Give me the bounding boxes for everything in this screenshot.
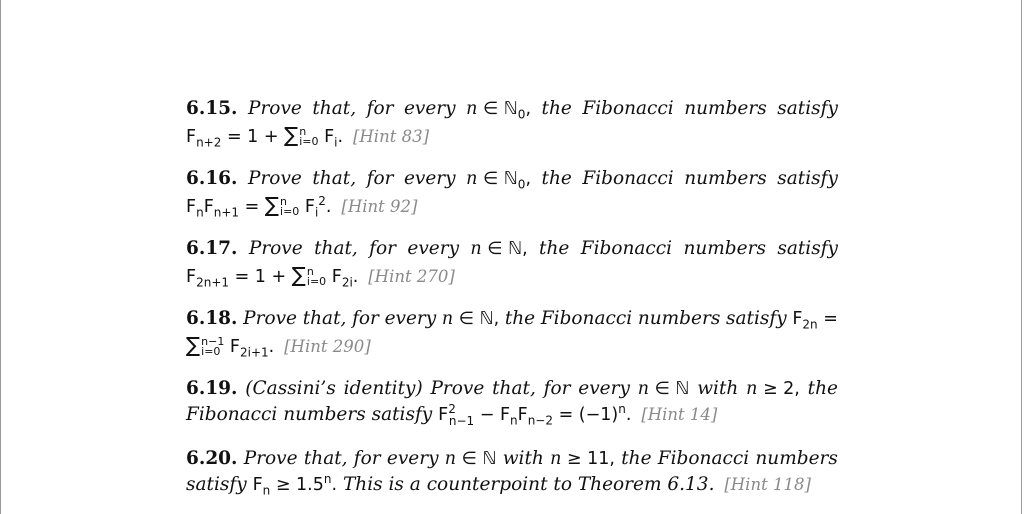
- math-n-ge-11: n ≥ 11,: [550, 449, 615, 469]
- problem-statement-line: [186, 166, 838, 192]
- problem-6-19: [186, 376, 838, 428]
- math-n-in-N: n ∈ ℕ: [444, 449, 497, 469]
- word: Fibonacci: [580, 238, 673, 259]
- problem-6-16: [186, 166, 838, 220]
- problem-6-20: [186, 446, 838, 498]
- problem-number: 6.16.: [186, 168, 238, 189]
- word: numbers: [683, 238, 766, 259]
- problem-number: 6.15.: [186, 98, 238, 119]
- word: every: [407, 238, 460, 259]
- problem-statement-line: [186, 236, 838, 262]
- formula: $F^2_{n-1} - F_nF_{n-2} = (-1)^n$.: [438, 402, 632, 428]
- math-n-in-N0: n ∈ ℕ$_0$,: [466, 169, 532, 192]
- problem-formula-line: [186, 332, 838, 360]
- formula: $F_{2n+1} = 1$ + ∑ n i=0 $F_{2i}$.: [186, 263, 359, 290]
- problem-formula-line: [186, 122, 838, 150]
- formula: $F_nF_{n+1}$ = ∑ n i=0 $F_i^2$.: [186, 193, 332, 220]
- word: for: [366, 168, 394, 189]
- word: numbers: [684, 98, 767, 119]
- hint-link[interactable]: [Hint 118]: [724, 475, 811, 494]
- problem-6-17: [186, 236, 838, 290]
- word: satisfy: [777, 168, 838, 189]
- word: satisfy: [777, 238, 838, 259]
- math-F2n: $F_{2n}$ =: [792, 309, 838, 332]
- word: that,: [314, 238, 358, 259]
- hint-link[interactable]: [Hint 83]: [352, 127, 430, 146]
- problem-6-18: [186, 306, 838, 360]
- formula: ∑ n−1 i=0 $F_{2i+1}$.: [186, 333, 275, 360]
- word: Fibonacci: [582, 168, 674, 189]
- problem-formula-line: Fibonacci numbers satisfy $F^2_{n-1} - F_nF_{n-2} = (-1)^n$. [Hint 14]: [186, 402, 718, 428]
- word: for: [369, 238, 397, 259]
- problem-6-15: [186, 96, 838, 150]
- math-n-in-N: n ∈ ℕ,: [470, 239, 528, 259]
- math-n-in-N: n ∈ ℕ,: [441, 309, 500, 329]
- word: Prove: [248, 238, 303, 259]
- problem-number: 6.18.: [186, 308, 238, 329]
- problem-number: 6.20.: [186, 448, 238, 469]
- problem-number: 6.19.: [186, 378, 238, 399]
- math-n-ge-2: n ≥ 2,: [746, 379, 800, 399]
- hint-link[interactable]: [Hint 14]: [641, 405, 718, 424]
- problem-formula-line: satisfy $F_n \ge 1.5^n$. This is a counterpoint to Theorem 6.13. [Hint 118]: [186, 472, 811, 498]
- problem-statement-line: [186, 96, 838, 122]
- word: that,: [312, 98, 357, 119]
- hint-link[interactable]: [Hint 92]: [341, 197, 418, 216]
- word: the: [541, 168, 572, 189]
- problem-statement-line: 6.19. (Cassini’s identity) Prove that, for every n ∈ ℕ with n ≥ 2, the: [186, 376, 838, 402]
- word: numbers: [684, 168, 767, 189]
- word: every: [403, 168, 456, 189]
- problem-formula-line: [186, 262, 838, 290]
- math-n-in-N0: n ∈ ℕ$_0$,: [466, 99, 532, 122]
- word: satisfy: [777, 98, 838, 119]
- word: every: [403, 98, 456, 119]
- problem-number: 6.17.: [186, 238, 238, 259]
- problem-formula-line: [186, 192, 838, 220]
- problem-statement-line: 6.18. Prove that, for every n ∈ ℕ, the Fibonacci numbers satisfy $F_{2n}$ =: [186, 308, 838, 332]
- word: the: [539, 238, 570, 259]
- word: that,: [312, 168, 357, 189]
- word: Prove: [248, 98, 302, 119]
- word: Fibonacci: [582, 98, 674, 119]
- math-n-in-N: n ∈ ℕ: [637, 379, 690, 399]
- formula: $F_n \ge 1.5^n$.: [252, 472, 338, 498]
- word: the: [541, 98, 572, 119]
- word: Prove: [248, 168, 302, 189]
- hint-link[interactable]: [Hint 290]: [284, 337, 371, 356]
- formula: $F_{n+2} = 1$ + ∑ n i=0 $F_i$.: [186, 123, 344, 150]
- hint-link[interactable]: [Hint 270]: [368, 267, 455, 286]
- word: for: [366, 98, 394, 119]
- problem-statement-line: 6.20. Prove that, for every n ∈ ℕ with n ≥ 11, the Fibonacci numbers: [186, 446, 838, 472]
